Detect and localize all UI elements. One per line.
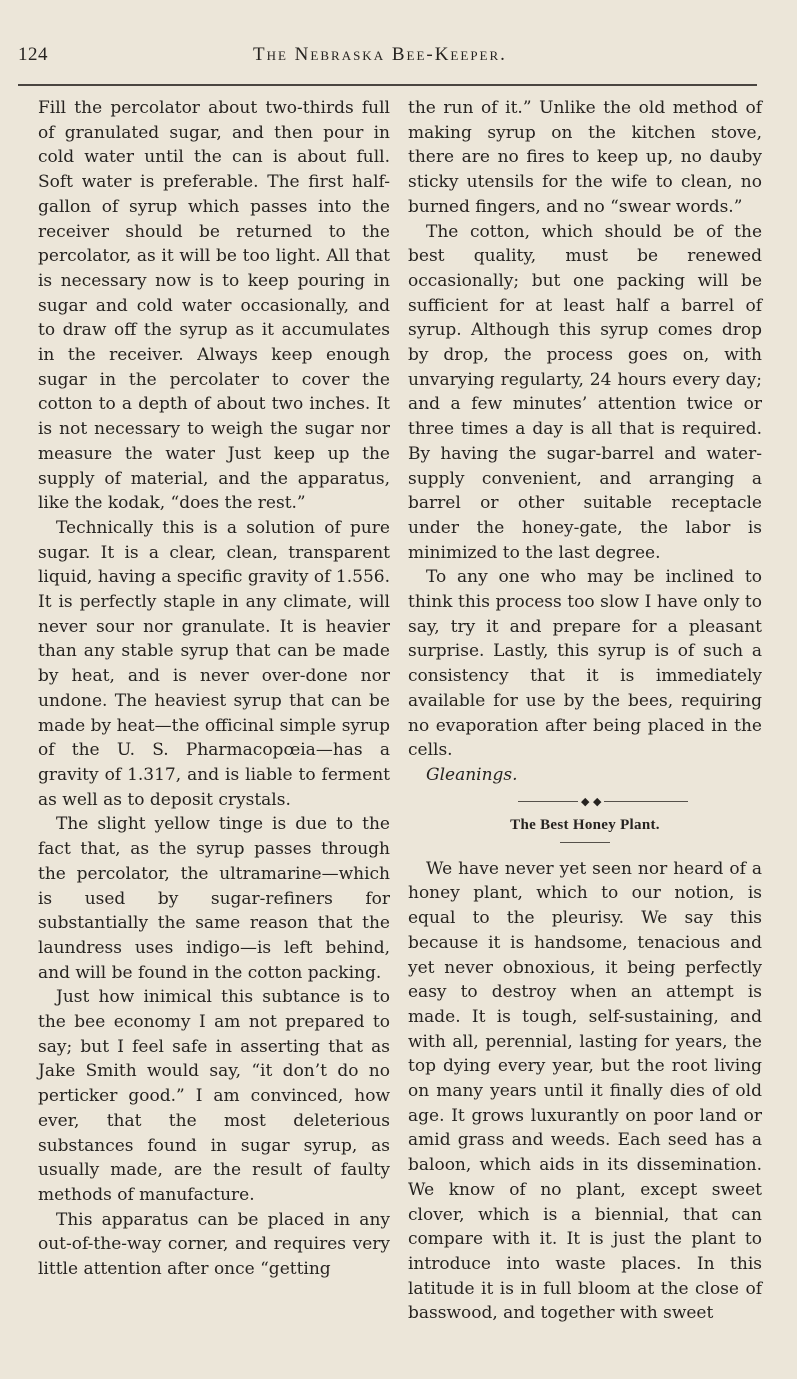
paragraph: Technically this is a solution of pure sugar. It is a clear, clean, transparent liquid, having a specific gravity of 1.556. It is perfectly staple in any climate, will never sour nor granulate. It is heavier than any stable syrup that can be made by heat, and is never over-done nor undone. The heaviest syrup that can be made by heat—the officinal simple syrup of the U. S. Pharmacopœia—has a gravity of 1.317, and is liable to ferment as well as to deposit crystals. (38, 517, 390, 810)
paragraph: Just how inimical this subtance is to the bee economy I am not prepared to say; but I feel safe in asserting that as Jake Smith would say, “it don’t do no perticker good.” I am convinced, how ever, that the most deleterious substances found in sugar syrup, as usually made, are the result of faulty methods of manufacture. (38, 987, 390, 1205)
section-divider (408, 792, 762, 812)
paragraph: To any one who may be inclined to think this process too slow I have only to say, try it and prepare for a pleasant surprise. Lastly, this syrup is of such a consistency that it is immediately available for use by the bees, requiring no evaporation after being placed in the cells. (408, 567, 762, 761)
page-header (18, 44, 757, 74)
short-rule (560, 842, 610, 843)
source-attribution: Gleanings. (426, 764, 518, 785)
running-title: The Nebraska Bee-Keeper. (253, 44, 507, 65)
paragraph: the run of it.” Unlike the old method of making syrup on the kitchen stove, there are no fires to keep up, no dauby sticky utensils for the wife to clean, no burned fingers, and no “swear words.” (408, 98, 762, 217)
paragraph: This apparatus can be placed in any out-of-the-way corner, and requires very little attention after once “getting (38, 1209, 390, 1280)
paragraph: We have never yet seen nor heard of a honey plant, which to our notion, is equal to the pleurisy. We say this because it is handsome, tenacious and yet never obnoxious, it being perfectly easy to destroy when an attempt is made. It is tough, self-sustaining, and with all, perennial, lasting for years, the top dying every year, but the root living on many years until it finally dies of old age. It grows luxurantly on poor land or amid grass and weeds. Each seed has a baloon, which aids in its dissemination. We know of no plant, except sweet clover, which is a biennial, that can compare with it. It is just the plant to introduce into waste places. In this latitude it is in full bloom at the close of basswood, and together with sweet (408, 858, 762, 1324)
paragraph: Fill the percolator about two-thirds full of granulated sugar, and then pour in cold water until the can is about full. Soft water is preferable. The first half-gallon of syrup which passes into the receiver should be returned to the percolator, as it will be too light. All that is necessary now is to keep pouring in sugar and cold water occasionally, and to draw off the syrup as it accumulates in the receiver. Always keep enough sugar in the percolater to cover the cotton to a depth of about two inches. It is not necessary to weigh the sugar nor measure the water Just keep up the supply of material, and the apparatus, like the kodak, “does the rest.” (38, 98, 390, 514)
diamond-ornament-icon: ◆ ◆ (578, 792, 604, 812)
paragraph: The slight yellow tinge is due to the fact that, as the syrup passes through the percolator, the ultramarine—which is used by sugar-refiners for substantially the same reason that the laundress uses indigo—is left behind, and will be found in the cotton packing. (38, 814, 390, 983)
right-column (408, 96, 762, 1326)
header-rule (18, 84, 757, 86)
paragraph: The cotton, which should be of the best quality, must be renewed occasionally; but one packing will be sufficient for at least half a barrel of syrup. Although this syrup comes drop by drop, the process goes on, with unvarying regularty, 24 hours every day; and a few minutes’ attention twice or three times a day is all that is required. By having the sugar-barrel and water-supply convenient, and arranging a barrel or other suitable receptacle under the honey-gate, the labor is minimized to the last degree. (408, 221, 762, 563)
page-number: 124 (18, 44, 48, 65)
left-column (38, 96, 390, 1282)
section-heading: The Best Honey Plant. (510, 816, 660, 833)
